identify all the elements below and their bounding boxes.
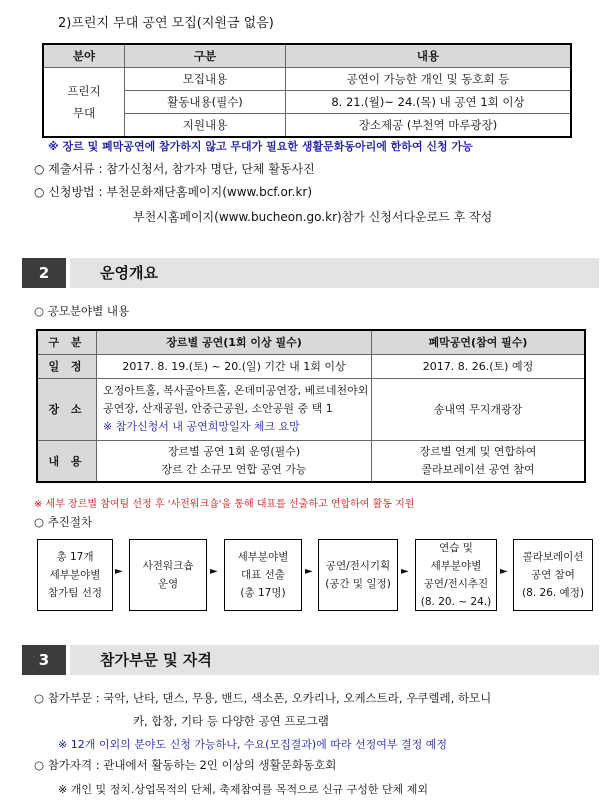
place-note: ※ 참가신청서 내 공연희망일자 체크 요망: [103, 420, 300, 433]
col-header-content: 내용: [286, 44, 572, 68]
process-step: 공연/전시기획 (공간 및 일정): [318, 539, 398, 611]
submit-docs: ○ 제출서류 : 참가신청서, 참가자 명단, 단체 활동사진: [34, 162, 315, 176]
col-header: 장르별 공연(1회 이상 필수): [97, 330, 372, 354]
qualification: ○ 참가자격 : 관내에서 활동하는 2인 이상의 생활문화동호회: [34, 758, 337, 772]
row-label-content: [37, 440, 97, 482]
process-step: 세부분야별 대표 선출 (총 17명): [224, 539, 302, 611]
table-cell: 활동내용(필수): [125, 91, 286, 114]
apply-method-1: ○ 신청방법 : 부천문화재단홈페이지(www.bcf.or.kr): [34, 185, 313, 199]
process-step: 사전워크숍 운영: [129, 539, 207, 611]
table-cell: 공연이 가능한 개인 및 동호회 등: [286, 68, 572, 91]
row-label-place: 장 소: [37, 378, 97, 440]
overview-table: [36, 329, 586, 483]
fringe-table: [42, 43, 572, 138]
content-line: 장르 간 소규모 연합 공연 가능: [161, 462, 307, 476]
place-genre-cell: [97, 378, 372, 440]
subsection-title: ○ 공모분야별 내용: [34, 304, 130, 318]
arrow-right-icon: ►: [305, 566, 313, 577]
arrow-right-icon: ►: [401, 566, 409, 577]
content-line: 장르별 공연 1회 운영(필수): [167, 444, 301, 458]
content-genre-cell: [97, 440, 372, 482]
arrow-right-icon: ►: [210, 566, 218, 577]
apply-method-2: 부천시홈페이지(www.bucheon.go.kr)참가 신청서다운로드 후 작성: [133, 210, 493, 224]
process-step: 총 17개 세부분야별 참가팀 선정: [37, 539, 113, 611]
col-header: 폐막공연(참여 필수): [372, 330, 586, 354]
table-cell: 장소제공 (부천역 마루광장): [286, 114, 572, 138]
content-line: 콜라보레이션 공연 참여: [421, 462, 535, 476]
table-cell: 2017. 8. 26.(토) 예정: [372, 354, 586, 378]
table-cell: 8. 21.(월)~ 24.(목) 내 공연 1회 이상: [286, 91, 572, 114]
fringe-note: ※ 장르 및 폐막공연에 참가하지 않고 무대가 필요한 생활문화동아리에 한하여 신청 가능: [48, 140, 473, 153]
arrow-right-icon: ►: [500, 566, 508, 577]
row-label-schedule: 일 정: [37, 354, 97, 378]
content-label: 내 용: [48, 454, 86, 468]
part-line-1: ○ 참가부문 : 국악, 난타, 댄스, 무용, 밴드, 색소폰, 오카리나, 오케스트라, 우쿠렐레, 하모니: [34, 691, 492, 705]
place-line: 오정아트홀, 복사골아트홀, 온데미공연장, 베르네천야외: [103, 384, 369, 397]
process-step: 콜라보레이션 공연 참여 (8. 26. 예정): [513, 539, 593, 611]
workshop-note: ※ 세부 장르별 참여팀 선정 후 '사전워크숍'을 통해 대표를 선출하고 연합하여 활동 지원: [34, 499, 415, 510]
section-number: 3: [22, 645, 66, 675]
process-step: 연습 및 세부분야별 공연/전시추진 (8. 20. ~ 24.): [415, 539, 497, 611]
col-header-field: 분야: [43, 44, 125, 68]
col-header-category: 구분: [125, 44, 286, 68]
part-note: ※ 12개 이외의 분야도 신청 가능하나, 수요(모집결과)에 따라 선정여부 결정 예정: [58, 738, 448, 751]
arrow-right-icon: ►: [115, 566, 123, 577]
section-number: 2: [22, 258, 66, 288]
table-cell: 2017. 8. 19.(토) ~ 20.(일) 기간 내 1회 이상: [97, 354, 372, 378]
content-closing-cell: [372, 440, 586, 482]
section-title: 운영개요: [70, 258, 599, 288]
place-line: 공연장, 산재공원, 안중근공원, 소안공원 중 택 1: [103, 402, 333, 415]
part-line-2: 카, 합창, 기타 등 다양한 공연 프로그램: [133, 714, 329, 728]
fringe-title: 2)프린지 무대 공연 모집(지원금 없음): [58, 16, 274, 31]
fringe-field-cell: 프린지 무대: [43, 68, 125, 138]
table-cell: 모집내용: [125, 68, 286, 91]
content-line: 장르별 연계 및 연합하여: [419, 444, 537, 458]
section-2-header: [22, 258, 599, 288]
table-cell: 지원내용: [125, 114, 286, 138]
table-cell: 송내역 무지개광장: [372, 378, 586, 440]
process-title: ○ 추진절차: [34, 515, 93, 529]
section-3-header: [22, 645, 599, 675]
col-header: 구 분: [37, 330, 97, 354]
qualification-note: ※ 개인 및 정치.상업목적의 단체, 축제참여를 목적으로 신규 구성한 단체 제외: [58, 783, 428, 796]
section-title: 참가부문 및 자격: [70, 645, 599, 675]
